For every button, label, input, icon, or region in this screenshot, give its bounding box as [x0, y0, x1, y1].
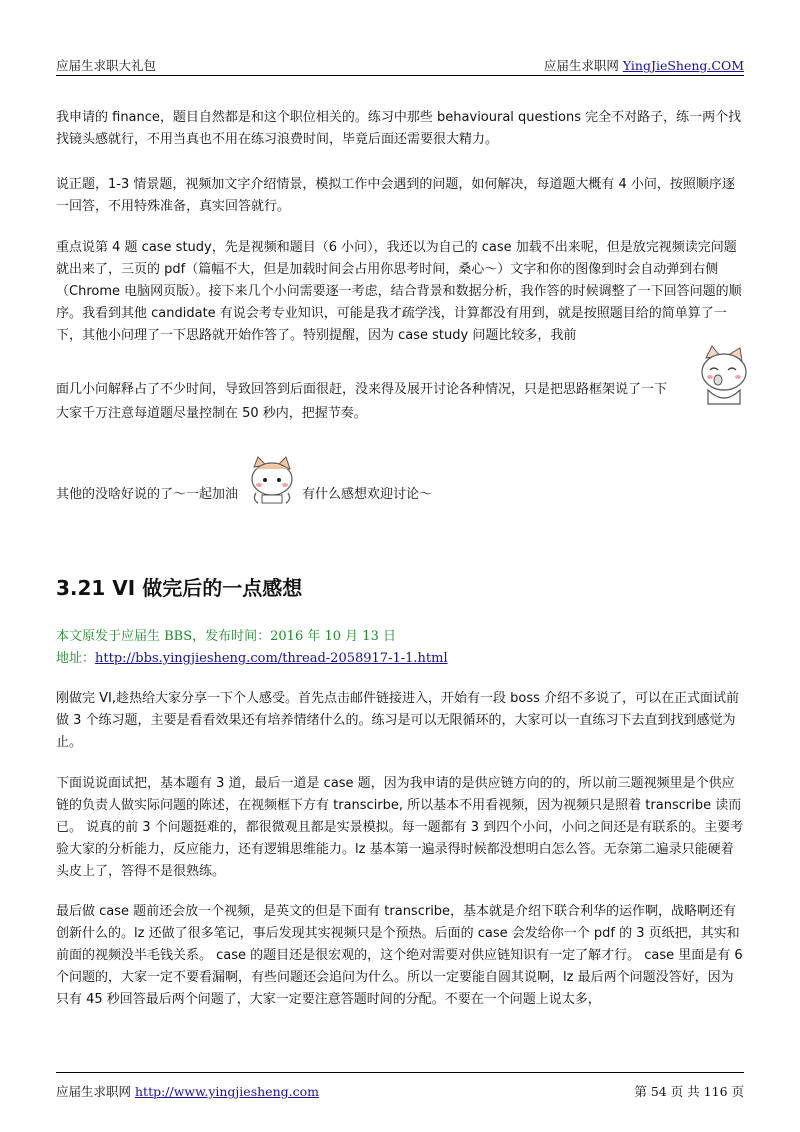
- header-site-name: 应届生求职网: [543, 58, 619, 73]
- address-label: 地址：: [56, 651, 96, 666]
- header-site: [544, 56, 744, 74]
- source-line: 本文原发于应届生 BBS，发布时间：2016 年 10 月 13 日: [56, 629, 396, 644]
- paragraph: 面几小问解释占了不少时间，导致回答到后面很赶，没来得及展开讨论各种情况，只是把思路框架说了一下: [56, 382, 668, 397]
- cat-emoticon-image: [246, 455, 298, 505]
- page-number: 第 54 页 共 116 页: [634, 1084, 744, 1099]
- paragraph: 其他的没啥好说的了～一起加油: [56, 487, 239, 502]
- paragraph: 重点说第 4 题 case study，先是视频和题目（6 小问），我还以为自己的 case 加载不出来呢，但是放完视频读完问题就出来了，三页的 pdf（篇幅不大，但是加载时间会占用你思考时间，桑心～）文字和你的图像到时会自动弹到右侧（Chrome 电脑网页版）。接下来几个小问需要逐一考虑，结合背景和数据分析，我作答的时候调整了一下回答问题的顺序。我看到其他 candidate 有说会考专业知识，可能是我才疏学浅，计算都没有用到，就是按照题目给的简单算了一下，其他小问理了一下思路就开始作答了。特别提醒，因为 case study 问题比较多，我前: [56, 240, 742, 343]
- paragraph: 大家千万注意每道题尽量控制在 50 秒内，把握节奏。: [56, 406, 367, 421]
- paragraph: 刚做完 VI,趁热给大家分享一下个人感受。首先点击邮件链接进入，开始有一段 boss 介绍不多说了，可以在正式面试前做 3 个练习题，主要是看看效果还有培养情绪什么的。练习是可以无限循环的，大家可以一直练习下去直到找到感觉为止。: [56, 691, 740, 750]
- footer-divider: [56, 1072, 744, 1073]
- paragraph: 有什么感想欢迎讨论～: [302, 487, 433, 502]
- paragraph: 我申请的 finance，题目自然都是和这个职位相关的。练习中那些 behavioural questions 完全不对路子，练一两个找找镜头感就行，不用当真也不用在练习浪费时间，毕竟后面还需要很大精力。: [56, 110, 742, 147]
- paragraph: 下面说说面试把，基本题有 3 道，最后一道是 case 题，因为我申请的是供应链方向的的，所以前三题视频里是个供应链的负责人做实际问题的陈述，在视频框下方有 transcirbe, 所以基本不用看视频，因为视频只是照着 transcribe 读而已。 说真的前 3 个问题挺难的，都很微观且都是实景模拟。每一题都有 3 到四个小问，小问之间还是有联系的。主要考验大家的分析能力，反应能力，还有逻辑思维能力。lz 基本第一遍录得时候都没想明白怎么答。无奈第二遍录只能硬着头皮上了，答得不是很熟练。: [56, 776, 744, 879]
- section-heading: 3.21 VI 做完后的一点感想: [56, 576, 303, 600]
- footer-site-name: 应届生求职网: [56, 1084, 132, 1099]
- header-site-link[interactable]: YingJieSheng.COM: [622, 58, 744, 73]
- footer-site-link[interactable]: http://www.yingjiesheng.com: [135, 1084, 319, 1099]
- address-line: [56, 648, 746, 670]
- address-link[interactable]: http://bbs.yingjiesheng.com/thread-2058917-1-1.html: [95, 651, 448, 666]
- page-footer: [56, 1082, 744, 1100]
- header-title: 应届生求职大礼包: [56, 58, 157, 73]
- paragraph: 说正题，1-3 情景题，视频加文字介绍情景，模拟工作中会遇到的问题，如何解决，每道题大概有 4 小问，按照顺序逐一回答，不用特殊准备，真实回答就行。: [56, 177, 735, 214]
- cat-emoticon-image: [696, 344, 752, 408]
- header-divider: [56, 75, 744, 76]
- paragraph: 最后做 case 题前还会放一个视频，是英文的但是下面有 transcribe，基本就是介绍下联合利华的运作啊，战略啊还有创新什么的。lz 还做了很多笔记，事后发现其实视频只是个预热。后面的 case 会发给你一个 pdf 的 3 页纸把，其实和前面的视频没半毛钱关系。 case 的题目还是很宏观的，这个绝对需要对供应链知识有一定了解才行。 case 里面是有 6 个问题的，大家一定不要看漏啊，有些问题还会追问为什么。所以一定要能自圆其说啊，lz 最后两个问题没答好，因为只有 45 秒回答最后两个问题了，大家一定要注意答题时间的分配。不要在一个问题上说太多，: [56, 904, 743, 1007]
